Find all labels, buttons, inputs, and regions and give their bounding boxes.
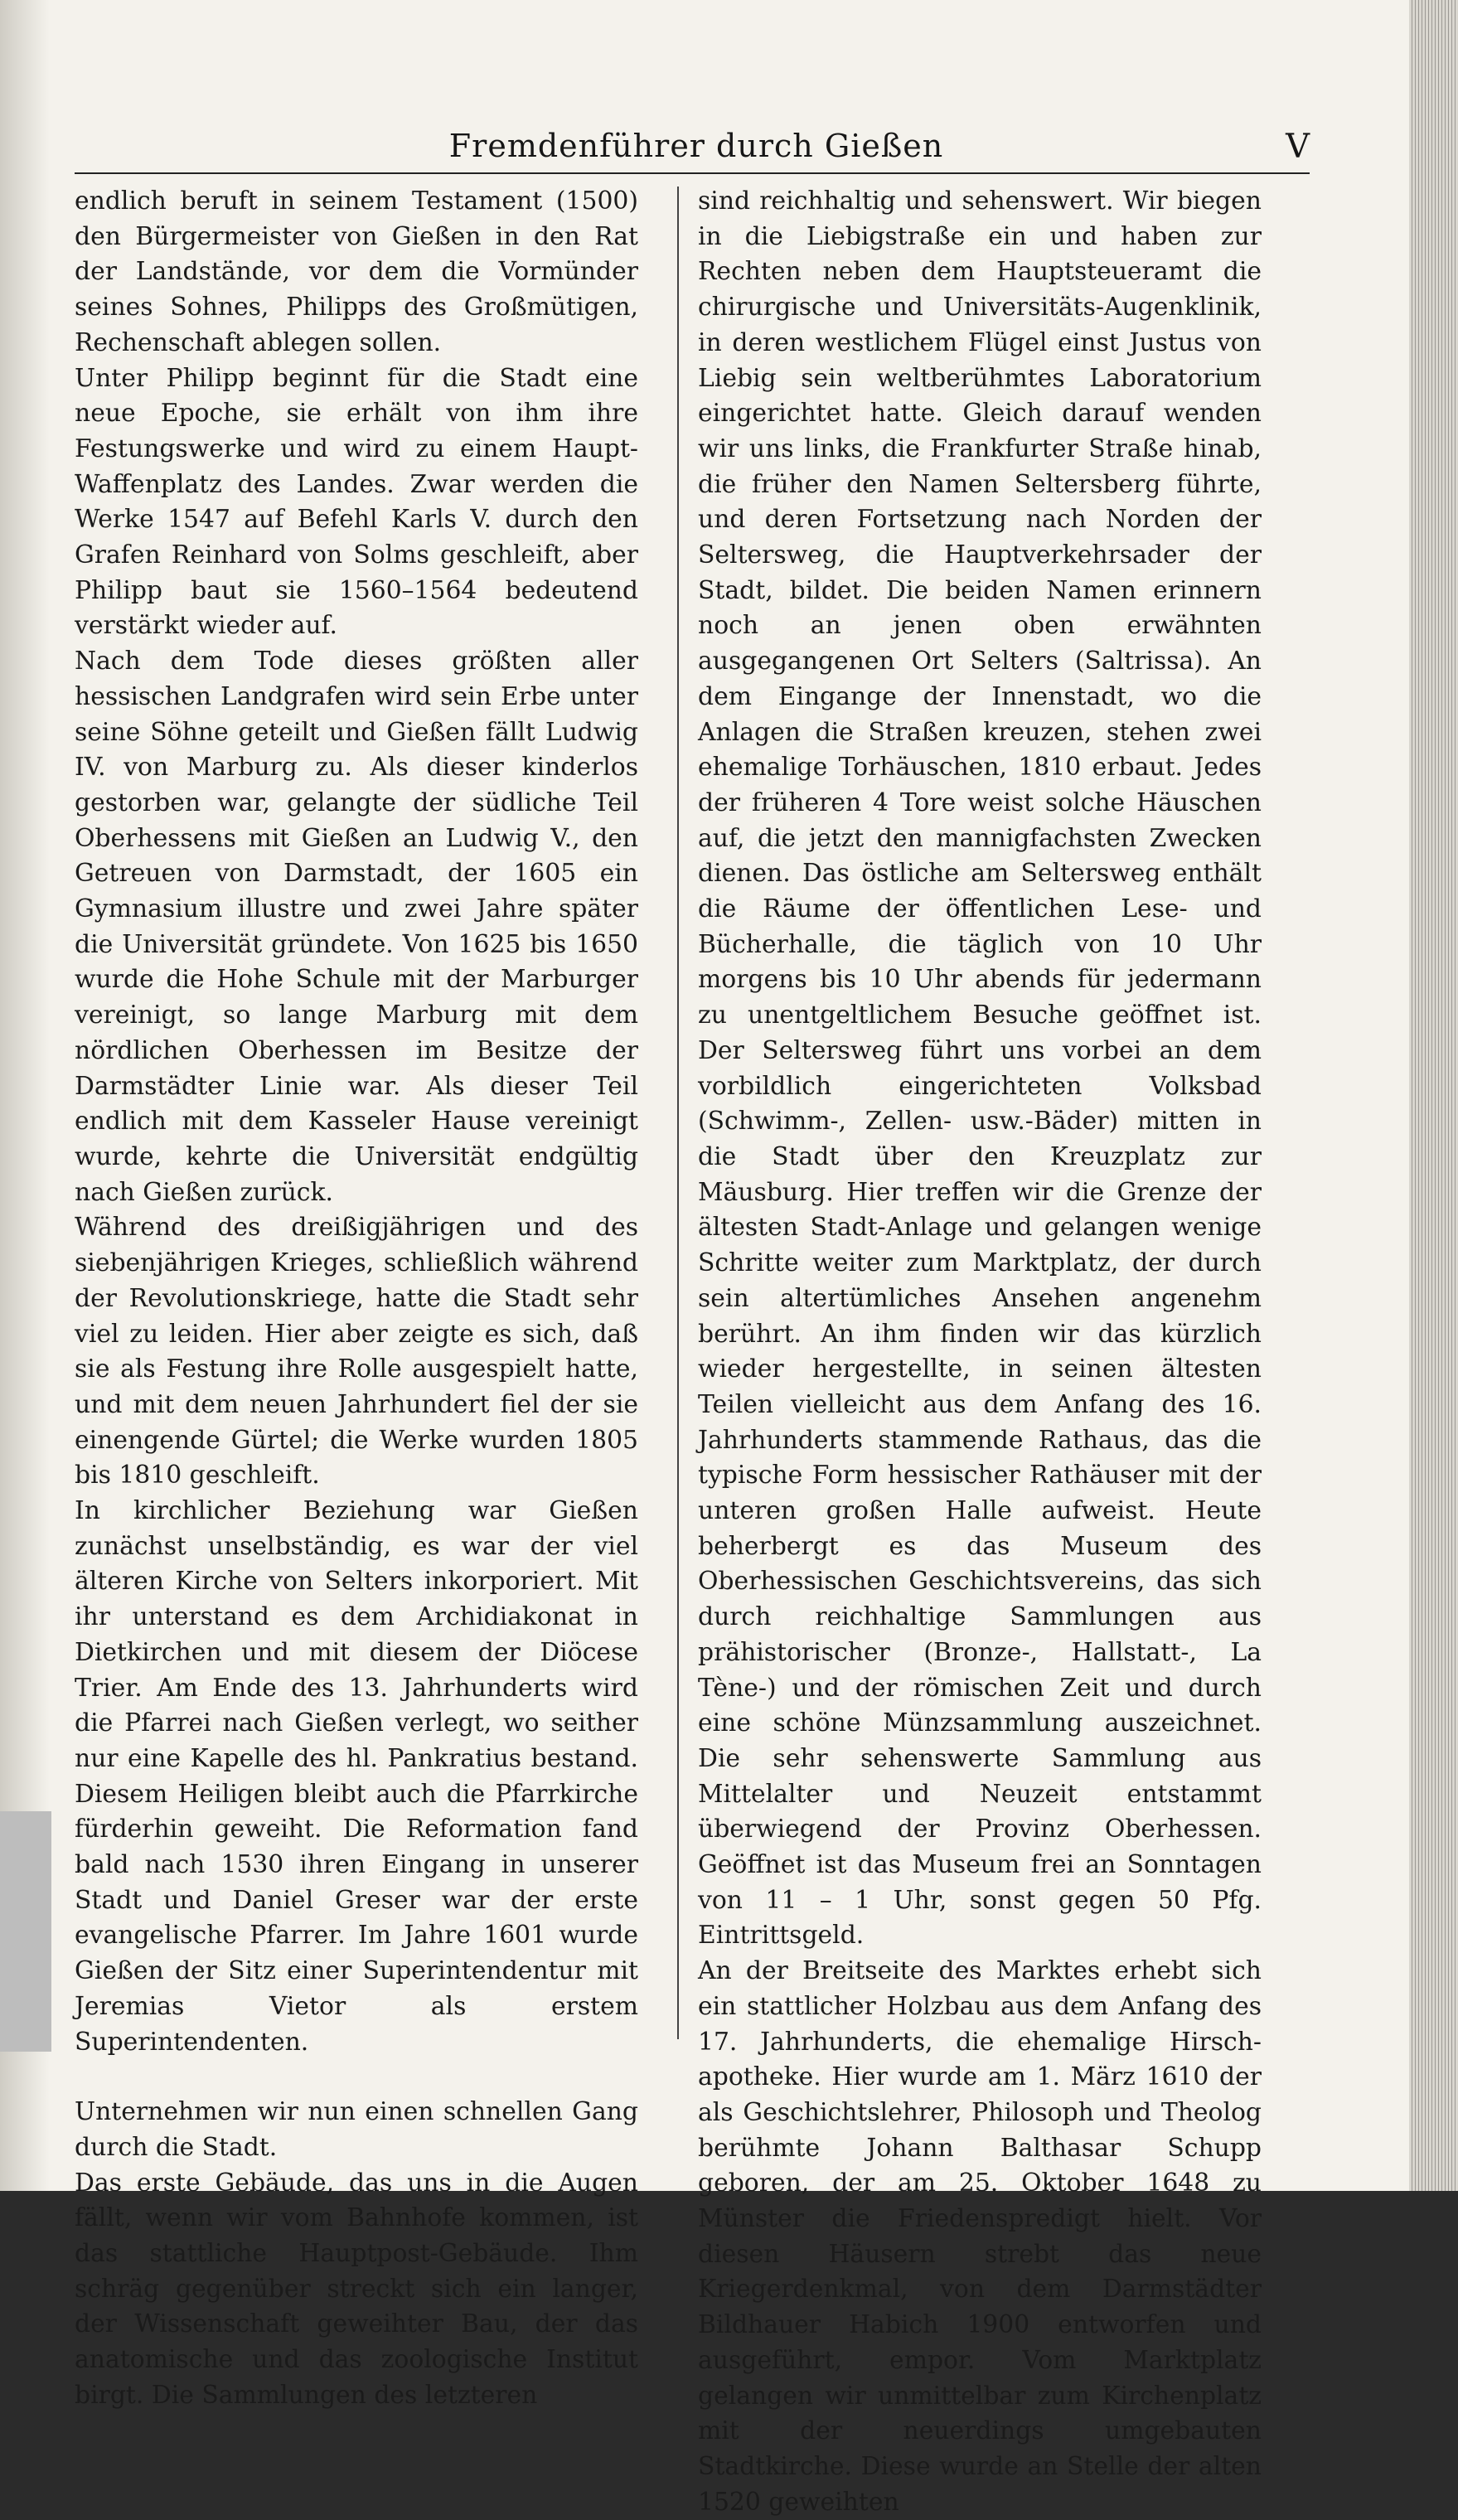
left-column: [75, 184, 638, 2414]
page-title: Fremdenführer durch Gießen: [448, 128, 944, 164]
column-divider: [677, 187, 679, 2039]
running-header: [75, 123, 1310, 174]
scan-margin-patch: [0, 1811, 51, 2052]
paragraph: In kirchlicher Beziehung war Gießen zunächst unselbständig, es war der viel älteren Kirche von Selters inkorporiert. Mit ihr unterstand es dem Archidiakonat in Dietkirchen und mit diesem der Diöcese Trier. Am Ende des 13. Jahrhunderts wird die Pfarrei nach Gießen verlegt, wo seither nur eine Kapelle des hl. Pankratius bestand. Diesem Heiligen bleibt auch die Pfarrkirche fürderhin geweiht. Die Reformation fand bald nach 1530 ihren Eingang in unserer Stadt und Daniel Greser war der erste evangelische Pfarrer. Im Jahre 1601 wurde Gießen der Sitz einer Superintendentur mit Jeremias Vietor als erstem Superintendenten.: [75, 1496, 638, 2057]
paragraph: Während des dreißigjährigen und des siebenjährigen Krieges, schließlich während der Revolutionskriege, hatte die Stadt sehr viel zu leiden. Hier aber zeigte es sich, daß sie als Festung ihre Rolle ausgespielt hatte, und mit dem neuen Jahrhundert fiel der sie einengende Gürtel; die Werke wurden 1805 bis 1810 geschleift.: [75, 1213, 638, 1490]
paragraph: Unternehmen wir nun einen schnellen Gang durch die Stadt.: [75, 2097, 638, 2162]
paragraph: sind reichhaltig und sehenswert. Wir biegen in die Liebigstraße ein und haben zur Rechten neben dem Hauptsteueramt die chirurgische und Universitäts-Augenklinik, in deren westlichem Flügel einst Justus von Liebig sein weltberühmtes Laboratorium eingerichtet hatte. Gleich darauf wenden wir uns links, die Frankfurter Straße hinab, die früher den Namen Seltersberg führte, und deren Fortsetzung nach Norden der Seltersweg, die Hauptverkehrsader der Stadt, bildet. Die beiden Namen erinnern noch an jenen oben erwähnten ausgegangenen Ort Selters (Saltrissa). An dem Eingange der Innenstadt, wo die Anlagen die Straßen kreuzen, stehen zwei ehemalige Torhäuschen, 1810 erbaut. Jedes der früheren 4 Tore weist solche Häuschen auf, die jetzt den mannigfachsten Zwecken dienen. Das östliche am Seltersweg enthält die Räume der öffentlichen Lese- und Bücherhalle, die täglich von 10 Uhr morgens bis 10 Uhr abends für jedermann zu unentgeltlichem Besuche geöffnet ist. Der Seltersweg führt uns vorbei an dem vorbildlich eingerichteten Volksbad (Schwimm-, Zellen- usw.-Bäder) mitten in die Stadt über den Kreuzplatz zur Mäusburg. Hier treffen wir die Grenze der ältesten Stadt-Anlage und gelangen wenige Schritte weiter zum Marktplatz, der durch sein altertümliches Ansehen angenehm berührt. An ihm finden wir das kürzlich wieder hergestellte, in seinen ältesten Teilen vielleicht aus dem Anfang des 16. Jahrhunderts stammende Rathaus, das die typische Form hessischer Rathäuser mit der unteren großen Halle aufweist. Heute beherbergt es das Museum des Oberhessischen Geschichtsvereins, das sich durch reichhaltige Sammlungen aus prähistorischer (Bronze-, Hallstatt-, La Tène-) und der römischen Zeit und durch eine schöne Münzsammlung auszeichnet. Die sehr sehenswerte Sammlung aus Mittelalter und Neuzeit entstammt überwiegend der Provinz Oberhessen. Geöffnet ist das Museum frei an Sonntagen von 11 – 1 Uhr, sonst gegen 50 Pfg. Eintrittsgeld.: [698, 187, 1262, 1951]
right-column: [698, 184, 1262, 2520]
page-number: V: [1286, 128, 1310, 166]
paragraph: endlich beruft in seinem Testament (1500) den Bürgermeister von Gießen in den Rat der Landstände, vor dem die Vormünder seines Sohnes, Philipps des Großmütigen, Rechenschaft ablegen sollen.: [75, 187, 638, 357]
paragraph: Nach dem Tode dieses größten aller hessischen Landgrafen wird sein Erbe unter seine Söhne geteilt und Gießen fällt Ludwig IV. von Marburg zu. Als dieser kinderlos gestorben war, gelangte der südliche Teil Oberhessens mit Gießen an Ludwig V., den Getreuen von Darmstadt, der 1605 ein Gymnasium illustre und zwei Jahre später die Universität gründete. Von 1625 bis 1650 wurde die Hohe Schule mit der Marburger vereinigt, so lange Marburg mit dem nördlichen Oberhessen im Besitze der Darmstädter Linie war. Als dieser Teil endlich mit dem Kasseler Hause vereinigt wurde, kehrte die Universität endgültig nach Gießen zurück.: [75, 647, 638, 1207]
paragraph: Unter Philipp beginnt für die Stadt eine neue Epoche, sie erhält von ihm ihre Festungswerke und wird zu einem Haupt-Waffenplatz des Landes. Zwar werden die Werke 1547 auf Befehl Karls V. durch den Grafen Reinhard von Solms geschleift, aber Philipp baut sie 1560–1564 bedeutend verstärkt wieder auf.: [75, 363, 638, 641]
paragraph: Das erste Gebäude, das uns in die Augen fällt, wenn wir vom Bahnhofe kommen, ist das stattliche Hauptpost-Gebäude. Ihm schräg gegenüber streckt sich ein langer, der Wissenschaft geweihter Bau, der das anatomische und das zoologische Institut birgt. Die Sammlungen des letzteren: [75, 2168, 638, 2410]
paragraph: An der Breitseite des Marktes erhebt sich ein stattlicher Holzbau aus dem Anfang des 17. Jahrhunderts, die ehemalige Hirsch-apotheke. Hier wurde am 1. März 1610 der als Geschichtslehrer, Philosoph und Theolog berühmte Johann Balthasar Schupp geboren, der am 25. Oktober 1648 zu Münster die Friedenspredigt hielt. Vor diesen Häusern strebt das neue Kriegerdenkmal, von dem Darmstädter Bildhauer Habich 1900 entworfen und ausgeführt, empor. Vom Marktplatz gelangen wir unmittelbar zum Kirchenplatz mit der neuerdings umgebauten Stadtkirche. Diese wurde an Stelle der alten 1520 geweihten: [698, 1956, 1262, 2517]
page-stack-edge: [1409, 0, 1458, 2191]
